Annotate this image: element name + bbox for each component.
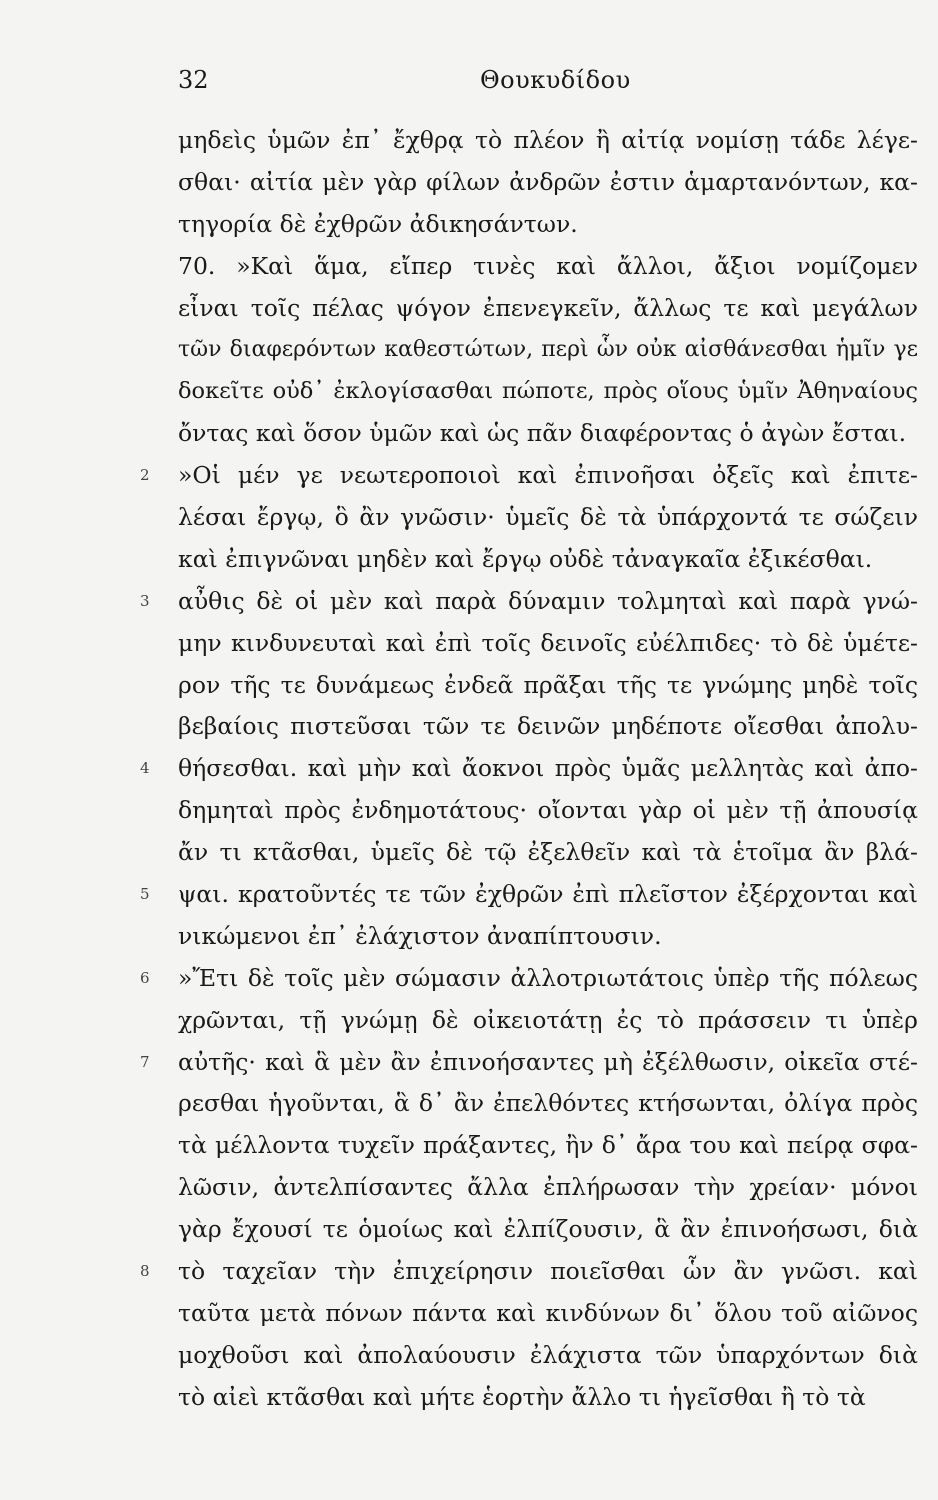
line-text: καὶ ἐπιγνῶναι μηδὲν καὶ ἔργῳ οὐδὲ τἀναγκαῖα ἐξικέσθαι. — [178, 544, 873, 573]
text-line — [178, 1083, 918, 1125]
text-line — [178, 1167, 918, 1209]
text-line — [178, 120, 918, 162]
line-text: αὖθις δὲ οἱ μὲν καὶ παρὰ δύναμιν τολμηταὶ καὶ παρὰ γνώ- — [178, 586, 918, 615]
text-line — [178, 623, 918, 665]
text-line — [178, 371, 918, 413]
line-text: τηγορία δὲ ἐχθρῶν ἀδικησάντων. — [178, 209, 578, 238]
text-line — [178, 1209, 918, 1251]
line-text: »Ἔτι δὲ τοῖς μὲν σώμασιν ἀλλοτριωτάτοις ὑπὲρ τῆς πόλεως — [178, 963, 918, 992]
line-text: τὸ αἰεὶ κτᾶσθαι καὶ μήτε ἑορτὴν ἄλλο τι ἡγεῖσθαι ἢ τὸ τὰ — [178, 1382, 866, 1411]
page-number: 32 — [178, 66, 209, 94]
text-line — [178, 1000, 918, 1042]
text-line — [178, 204, 918, 246]
text-line — [178, 288, 918, 330]
line-text: τῶν διαφερόντων καθεστώτων, περὶ ὧν οὐκ αἰσθάνεσθαι ἡμῖν γε — [178, 337, 918, 363]
line-text: γὰρ ἔχουσί τε ὁμοίως καὶ ἐλπίζουσιν, ἃ ἂν ἐπινοήσωσι, διὰ — [178, 1215, 918, 1244]
text-line — [178, 790, 918, 832]
text-line — [140, 1251, 918, 1293]
section-number: 7 — [140, 1052, 150, 1071]
line-text: αὐτῆς· καὶ ἃ μὲν ἂν ἐπινοήσαντες μὴ ἐξέλθωσιν, οἰκεῖα στέ- — [178, 1047, 918, 1076]
line-text: σθαι· αἰτία μὲν γὰρ φίλων ἀνδρῶν ἐστιν ἁμαρτανόντων, κα- — [178, 167, 918, 196]
text-line — [178, 497, 918, 539]
text-line — [178, 706, 918, 748]
line-text: ὄντας καὶ ὅσον ὑμῶν καὶ ὡς πᾶν διαφέροντας ὁ ἀγὼν ἔσται. — [178, 419, 907, 448]
line-text: μην κινδυνευταὶ καὶ ἐπὶ τοῖς δεινοῖς εὐέλπιδες· τὸ δὲ ὑμέτε- — [178, 628, 918, 657]
section-number: 5 — [140, 885, 150, 904]
line-text: νικώμενοι ἐπ᾽ ἐλάχιστον ἀναπίπτουσιν. — [178, 921, 662, 950]
line-text: χρῶνται, τῇ γνώμῃ δὲ οἰκειοτάτῃ ἐς τὸ πράσσειν τι ὑπὲρ — [178, 1005, 918, 1034]
line-text: ρεσθαι ἡγοῦνται, ἃ δ᾽ ἂν ἐπελθόντες κτήσωνται, ὀλίγα πρὸς — [178, 1089, 918, 1118]
text-line — [178, 916, 918, 958]
text-line — [178, 1335, 918, 1377]
line-text: βεβαίοις πιστεῦσαι τῶν τε δεινῶν μηδέποτε οἴεσθαι ἀπολυ- — [178, 712, 918, 741]
line-text: μηδεὶς ὑμῶν ἐπ᾽ ἔχθρᾳ τὸ πλέον ἢ αἰτίᾳ νομίσῃ τάδε λέγε- — [178, 126, 918, 154]
text-line — [140, 581, 918, 623]
text-line — [178, 413, 918, 455]
line-text: λῶσιν, ἀντελπίσαντες ἄλλα ἐπλήρωσαν τὴν χρείαν· μόνοι — [178, 1173, 918, 1202]
section-number: 4 — [140, 759, 150, 778]
body-text — [140, 120, 918, 1419]
line-text: τὰ μέλλοντα τυχεῖν πράξαντες, ἢν δ᾽ ἄρα του καὶ πείρᾳ σφα- — [178, 1131, 918, 1160]
line-text: τὸ ταχεῖαν τὴν ἐπιχείρησιν ποιεῖσθαι ὧν ἂν γνῶσι. καὶ — [178, 1257, 918, 1286]
line-text: δημηταὶ πρὸς ἐνδημοτάτους· οἴονται γὰρ οἱ μὲν τῇ ἀπουσίᾳ — [178, 796, 918, 825]
text-line — [178, 539, 918, 581]
text-line — [178, 162, 918, 204]
line-text: ρον τῆς τε δυνάμεως ἐνδεᾶ πρᾶξαι τῆς τε γνώμης μηδὲ τοῖς — [178, 670, 918, 699]
running-title: Θουκυδίδου — [480, 66, 631, 94]
text-line — [178, 1377, 918, 1419]
line-text: ἄν τι κτᾶσθαι, ὑμεῖς δὲ τῷ ἐξελθεῖν καὶ τὰ ἑτοῖμα ἂν βλά- — [178, 838, 918, 867]
text-line — [178, 665, 918, 707]
page-header — [178, 66, 918, 102]
line-text: ταῦτα μετὰ πόνων πάντα καὶ κινδύνων δι᾽ ὅλου τοῦ αἰῶνος — [178, 1298, 918, 1327]
line-text: μοχθοῦσι καὶ ἀπολαύουσιν ἐλάχιστα τῶν ὑπαρχόντων διὰ — [178, 1340, 918, 1369]
text-line — [178, 1125, 918, 1167]
line-text: 70. »Καὶ ἅμα, εἴπερ τινὲς καὶ ἄλλοι, ἄξιοι νομίζομεν — [178, 251, 918, 280]
line-text: ψαι. κρατοῦντές τε τῶν ἐχθρῶν ἐπὶ πλεῖστον ἐξέρχονται καὶ — [178, 880, 918, 909]
text-line — [140, 455, 918, 497]
line-text: δοκεῖτε οὐδ᾽ ἐκλογίσασθαι πώποτε, πρὸς οἵους ὑμῖν Ἀθηναίους — [178, 378, 918, 405]
line-text: λέσαι ἔργῳ, ὃ ἂν γνῶσιν· ὑμεῖς δὲ τὰ ὑπάρχοντά τε σώζειν — [178, 503, 918, 532]
text-line — [178, 246, 918, 288]
text-line — [140, 958, 918, 1000]
section-number: 6 — [140, 968, 150, 987]
section-number: 2 — [140, 466, 150, 485]
section-number: 3 — [140, 591, 150, 610]
line-text: »Οἱ μέν γε νεωτεροποιοὶ καὶ ἐπινοῆσαι ὀξεῖς καὶ ἐπιτε- — [178, 461, 918, 490]
line-text: εἶναι τοῖς πέλας ψόγον ἐπενεγκεῖν, ἄλλως τε καὶ μεγάλων — [178, 293, 918, 322]
text-line — [140, 748, 918, 790]
section-number: 8 — [140, 1262, 150, 1281]
text-line — [178, 832, 918, 874]
text-line — [140, 1042, 918, 1084]
text-line — [178, 1293, 918, 1335]
line-text: θήσεσθαι. καὶ μὴν καὶ ἄοκνοι πρὸς ὑμᾶς μελλητὰς καὶ ἀπο- — [178, 754, 918, 783]
text-line — [178, 329, 918, 371]
text-line — [140, 874, 918, 916]
